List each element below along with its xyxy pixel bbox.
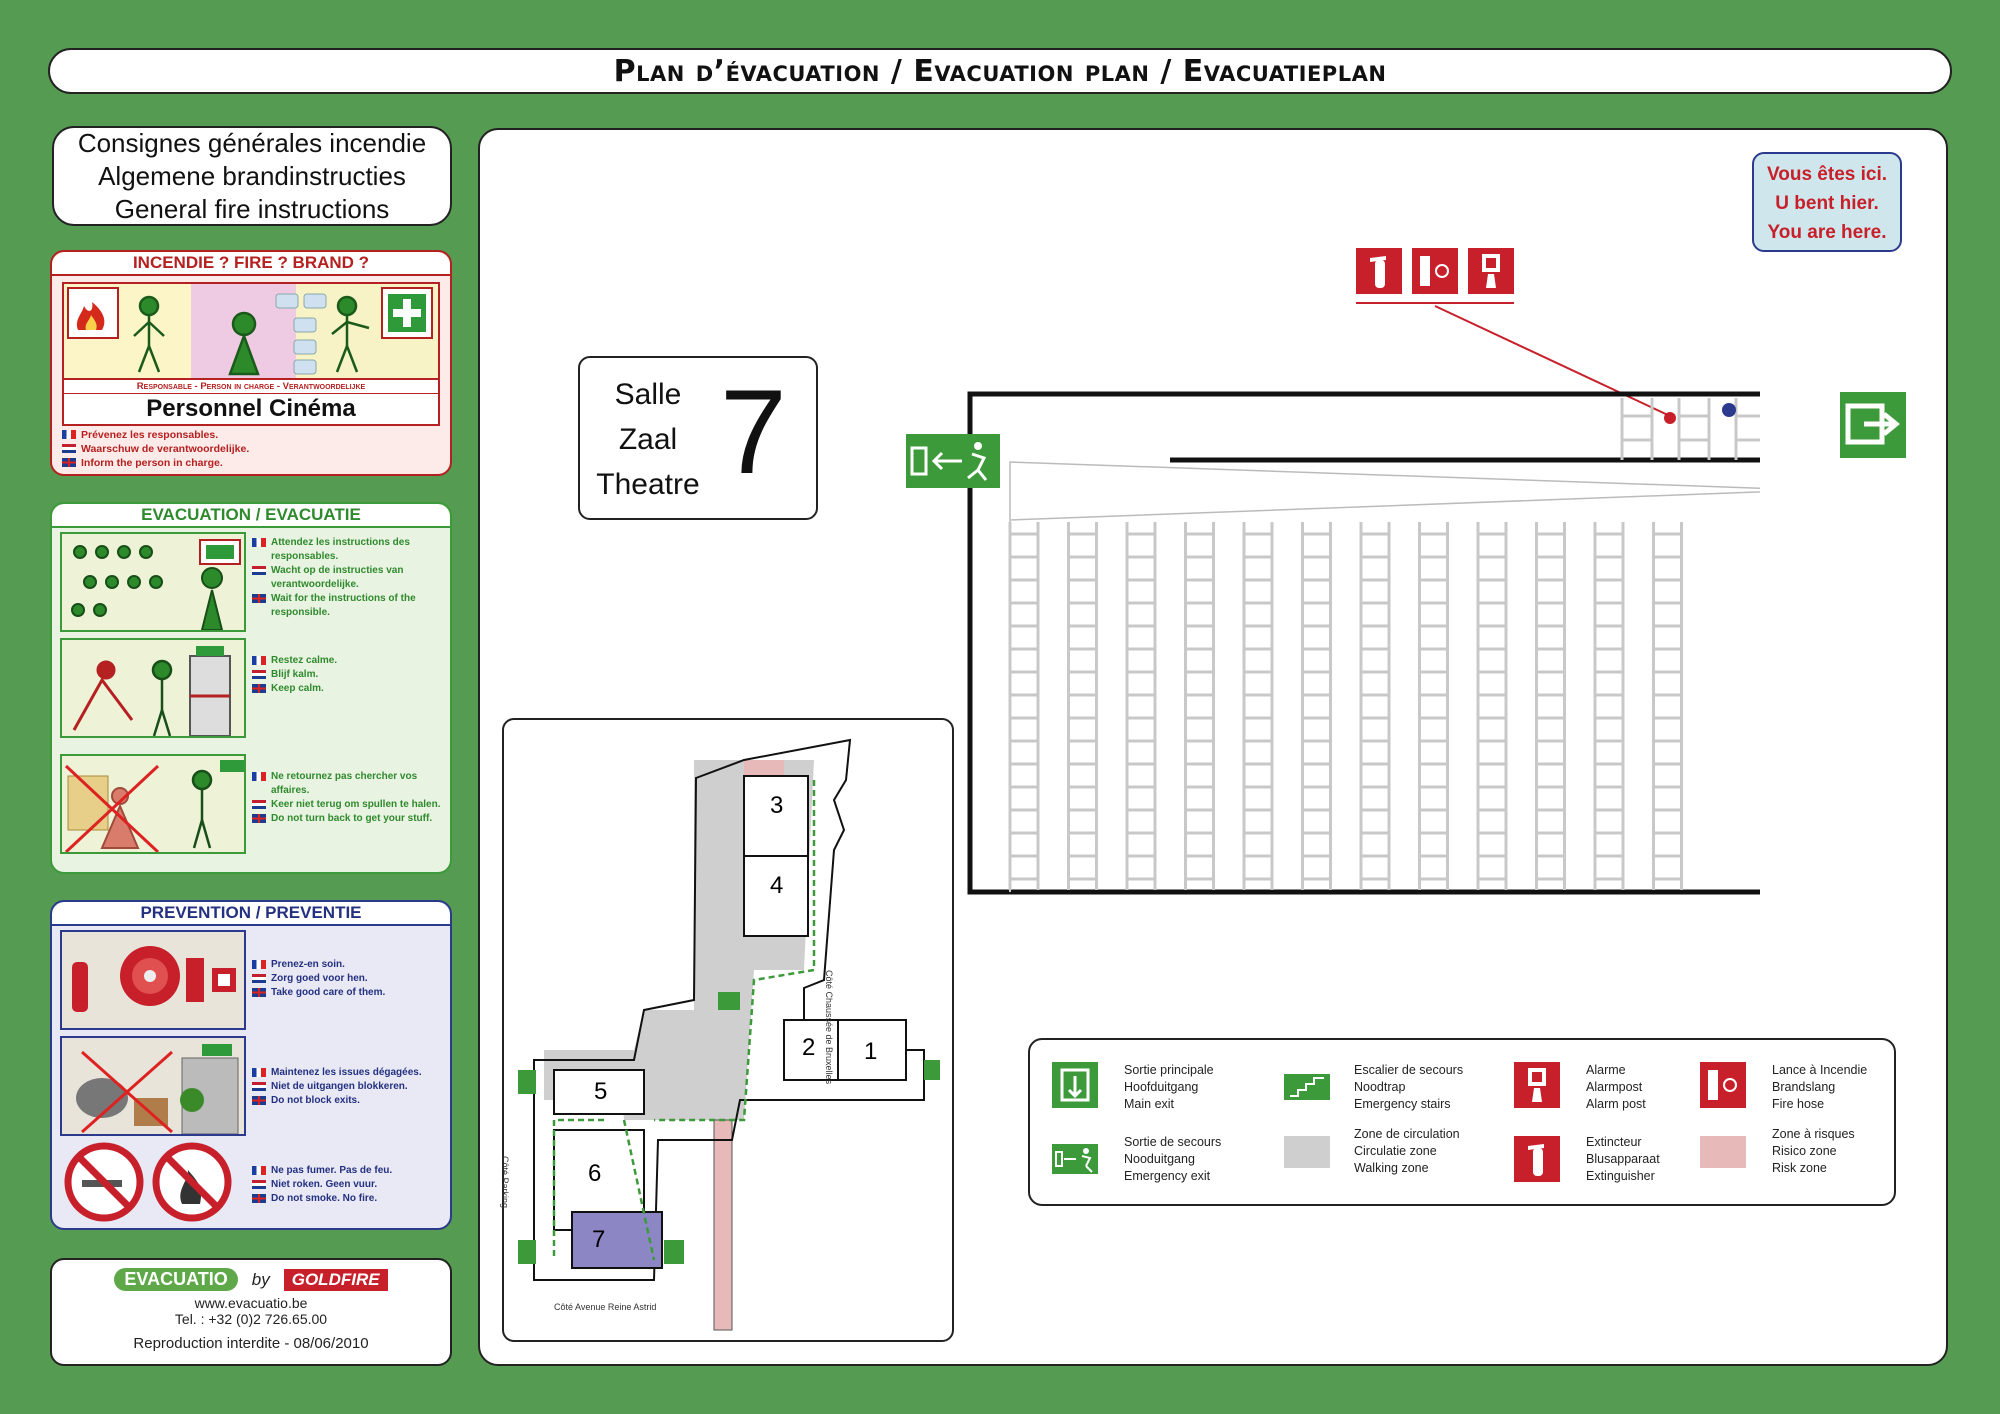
flag-nl-icon <box>252 800 266 809</box>
seat-row <box>1736 398 1760 460</box>
room-4-label: 4 <box>770 872 784 899</box>
emergency-exit-icon <box>1052 1144 1098 1174</box>
flag-fr-icon <box>252 538 266 547</box>
keep-calm-illustration <box>60 638 246 738</box>
room-label-en: Theatre <box>596 468 700 501</box>
side-left-label: Côté Parking <box>500 1156 510 1209</box>
prev3-fr: Ne pas fumer. Pas de feu. <box>271 1165 393 1176</box>
legend-fire-hose: Lance à Incendie Brandslang Fire hose <box>1772 1063 1868 1111</box>
prev-block2-text <box>252 1066 444 1108</box>
flag-nl-icon <box>252 1180 266 1189</box>
responsible-name: Personnel Cinéma <box>146 395 356 422</box>
evac2-fr: Restez calme. <box>271 655 338 666</box>
prevention-panel-header: PREVENTION / PREVENTIE <box>52 902 450 926</box>
evac1-fr: Attendez les instructions des responsables. <box>271 537 410 562</box>
theatre-wall-outer <box>970 460 1760 892</box>
flag-fr-icon <box>252 772 266 781</box>
main-exit-sign-icon <box>1838 390 1908 460</box>
no-smoking-no-fire-icons <box>64 1140 244 1224</box>
flag-uk-icon <box>252 684 266 693</box>
prev1-en: Take good care of them. <box>271 987 386 998</box>
equipment-pointer-line <box>1435 306 1670 416</box>
evac-block3-text <box>252 770 444 826</box>
blocked-exit-illustration <box>60 1036 246 1136</box>
room-number: 7 <box>720 365 787 499</box>
responsible-label: Responsable - Person in charge - Verantwoordelijke <box>64 380 438 394</box>
room-label-nl: Zaal <box>618 423 678 456</box>
instructions-title-en: General fire instructions <box>114 193 390 224</box>
instructions-title-nl: Algemene brandinstructies <box>98 160 406 191</box>
responsible-box <box>62 378 440 426</box>
prev3-nl: Niet roken. Geen vuur. <box>271 1179 378 1190</box>
website: www.evacuatio.be <box>194 1295 308 1311</box>
risk-zone-corridor <box>714 1120 732 1330</box>
you-are-here-dot <box>1722 403 1736 417</box>
phone: Tel. : +32 (0)2 726.65.00 <box>174 1311 328 1327</box>
flag-nl-icon <box>252 974 266 983</box>
seat-row <box>1303 522 1331 890</box>
fire-line-nl: Waarschuw de verantwoordelijke. <box>81 443 250 455</box>
side-right-label: Côté Chaussée de Bruxelles <box>824 970 834 1085</box>
seat-row <box>1478 522 1506 890</box>
seat-row <box>1127 522 1155 890</box>
flag-uk-icon <box>252 988 266 997</box>
legend-box <box>1028 1038 1896 1206</box>
by-label: by <box>251 1269 270 1289</box>
room-6-label: 6 <box>588 1160 602 1187</box>
room-1-label: 1 <box>864 1038 878 1065</box>
legend-emergency-exit: Sortie de secours Nooduitgang Emergency exit <box>1124 1135 1222 1183</box>
legend-emergency-stairs: Escalier de secours Noodtrap Emergency stairs <box>1354 1063 1464 1111</box>
flag-uk-icon <box>252 1194 266 1203</box>
seat-row <box>1654 522 1682 890</box>
screen-area <box>1010 462 1760 520</box>
flag-nl-icon <box>62 444 76 453</box>
risk-zone-swatch <box>1700 1136 1746 1168</box>
prev1-fr: Prenez-en soin. <box>271 959 345 970</box>
general-instructions-box <box>52 126 452 226</box>
you-are-here-bubble <box>1752 152 1902 252</box>
flag-fr-icon <box>252 1166 266 1175</box>
evacuation-panel-header: EVACUATION / EVACUATIE <box>52 504 450 528</box>
equipment-location-dot <box>1664 412 1676 424</box>
no-fire-icon <box>156 1146 228 1218</box>
first-aid-icon <box>382 288 432 338</box>
evacuation-panel <box>50 502 452 874</box>
do-not-turn-back-illustration <box>60 754 246 854</box>
evac3-en: Do not turn back to get your stuff. <box>271 813 433 824</box>
prev2-en: Do not block exits. <box>271 1095 360 1106</box>
legend-risk-zone: Zone à risques Risico zone Risk zone <box>1772 1127 1855 1175</box>
seat-row <box>1010 522 1038 890</box>
legend-extinguisher: Extincteur Blusapparaat Extinguisher <box>1586 1135 1660 1183</box>
evac3-fr: Ne retournez pas chercher vos affaires. <box>271 771 418 796</box>
fire-illustration <box>62 282 440 380</box>
prev-block3-text <box>252 1164 444 1206</box>
fire-panel-header: INCENDIE ? FIRE ? BRAND ? <box>52 252 450 276</box>
main-exit-icon <box>1052 1062 1098 1108</box>
evac1-nl: Wacht op de instructies van verantwoordelijke. <box>271 565 404 590</box>
seat-row <box>1361 522 1389 890</box>
flag-nl-icon <box>252 1082 266 1091</box>
risk-zone <box>744 760 784 776</box>
evac3-nl: Keer niet terug om spullen te halen. <box>271 799 441 810</box>
flag-fr-icon <box>252 960 266 969</box>
seat-row <box>1069 522 1097 890</box>
flag-uk-icon <box>252 814 266 823</box>
seat-row <box>1595 522 1623 890</box>
legend-walking-zone: Zone de circulation Circulatie zone Walking zone <box>1354 1127 1460 1175</box>
fire-panel <box>50 250 452 476</box>
phone-keypad-icon <box>276 294 326 374</box>
flag-nl-icon <box>252 670 266 679</box>
evac1-en: Wait for the instructions of the responsible. <box>271 593 416 618</box>
evac-block1-text <box>252 536 444 620</box>
prev1-nl: Zorg goed voor hen. <box>271 973 368 984</box>
person-calling-figure <box>230 313 258 374</box>
walking-zone-swatch <box>1284 1136 1330 1168</box>
seat-row <box>1420 522 1448 890</box>
fire-sign-icon <box>68 288 118 338</box>
you-are-here-nl: U bent hier. <box>1775 193 1879 214</box>
person-pointing-figure <box>332 297 369 372</box>
emergency-stairs-icon <box>1284 1074 1330 1100</box>
prevention-panel <box>50 900 452 1230</box>
building-floorplan-inset <box>502 718 954 1342</box>
you-are-here-fr: Vous êtes ici. <box>1766 164 1888 185</box>
flag-fr-icon <box>252 656 266 665</box>
title-bar <box>48 48 1952 94</box>
extinguisher-icon <box>1514 1136 1560 1182</box>
seat-row <box>1244 522 1272 890</box>
page-title: Plan d’évacuation / Evacuation plan / Evacuatieplan <box>613 53 1387 89</box>
room-7-label: 7 <box>592 1226 606 1253</box>
equipment-illustration <box>60 930 246 1030</box>
prev2-fr: Maintenez les issues dégagées. <box>271 1067 422 1078</box>
flag-uk-icon <box>252 1096 266 1105</box>
plan-area <box>478 128 1948 1366</box>
fire-instructions <box>62 428 442 470</box>
wait-instructions-illustration <box>60 532 246 632</box>
flag-fr-icon <box>252 1068 266 1077</box>
no-smoking-icon <box>68 1146 140 1218</box>
fire-line-fr: Prévenez les responsables. <box>81 429 219 441</box>
room-2-label: 2 <box>802 1034 816 1061</box>
prev3-en: Do not smoke. No fire. <box>271 1193 378 1204</box>
side-bottom-label: Côté Avenue Reine Astrid <box>554 1302 657 1312</box>
seat-row <box>1679 398 1709 460</box>
room-3-label: 3 <box>770 792 784 819</box>
seat-row <box>1537 522 1565 890</box>
legend-alarm-post: Alarme Alarmpost Alarm post <box>1586 1063 1646 1111</box>
seat-row <box>1186 522 1214 890</box>
evacuatio-logo: EVACUATIO <box>114 1268 237 1291</box>
flag-nl-icon <box>252 566 266 575</box>
prev2-nl: Niet de uitgangen blokkeren. <box>271 1081 408 1092</box>
evac2-nl: Blijf kalm. <box>271 669 319 680</box>
person-alerting-figure <box>134 297 164 372</box>
top-walkway-seats <box>1622 398 1760 460</box>
alarm-post-icon <box>1514 1062 1560 1108</box>
reproduction-notice: Reproduction interdite - 08/06/2010 <box>133 1335 369 1352</box>
evac2-en: Keep calm. <box>271 683 324 694</box>
room-label-fr: Salle <box>614 378 682 411</box>
emergency-exit-sign-icon <box>906 434 1000 488</box>
room-5-label: 5 <box>594 1078 608 1105</box>
goldfire-logo: GOLDFIRE <box>284 1269 388 1291</box>
prev-block1-text <box>252 958 444 1000</box>
seating-rows <box>1010 522 1682 890</box>
fire-line-en: Inform the person in charge. <box>81 457 223 469</box>
fire-hose-icon <box>1700 1062 1746 1108</box>
flag-uk-icon <box>62 458 76 467</box>
you-are-here-en: You are here. <box>1767 222 1887 243</box>
legend-main-exit: Sortie principale Hoofduitgang Main exit <box>1124 1063 1214 1111</box>
seat-row <box>1622 398 1652 460</box>
footer-box <box>50 1258 452 1366</box>
flag-fr-icon <box>62 430 76 439</box>
instructions-title-fr: Consignes générales incendie <box>77 127 427 158</box>
evac-block2-text <box>252 654 444 696</box>
flag-uk-icon <box>252 594 266 603</box>
